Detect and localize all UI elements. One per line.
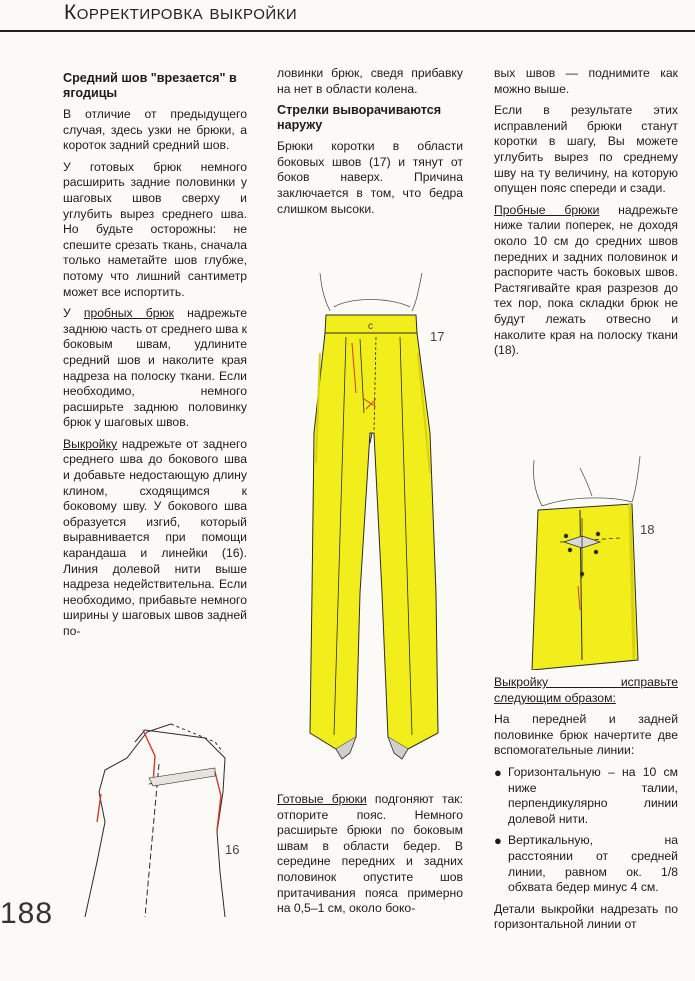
term-trial-trousers: пробных брюк (83, 306, 175, 321)
figure-18-hips (520, 450, 670, 670)
term-pattern: Выкройку (63, 436, 118, 451)
column-left (63, 71, 247, 640)
paragraph: Детали выкройки надрезать по горизонтальной линии от (494, 901, 678, 932)
list-item-text: Горизонтальную – на 10 см ниже талии, перпендикулярно линии долевой нити. (508, 764, 678, 826)
figure-16-label: 16 (225, 842, 240, 857)
paragraph: На передней и задней половинке брюк начертите две вспомогательные линии: (494, 712, 678, 758)
bullet-icon: ● (494, 833, 502, 849)
list-item (494, 765, 678, 827)
column-middle-bottom (277, 792, 463, 923)
text-run: надрежьте ниже талии поперек, не доходя около 10 см до средних швов передних и задних половинок и распорите часть боковых швов. Растягивайте края разрезов до тех пор, пока складки брюк не будут лежать отвесно и наколите края на полоску ткани (18). (494, 202, 678, 358)
section-heading-crotch: Средний шов "врезается" в ягодицы (63, 71, 237, 100)
paragraph (494, 203, 678, 359)
term-trial-trousers: Пробные брюки (494, 202, 600, 217)
text-run: надрежьте от заднего среднего шва до бокового шва и добавьте недостающую длину клином, сходящимся к боковому шву. У бокового шва образуется изгиб, который выравнивается при помощи карандаша и линейки (16). Линия долевой нити выше надреза недействительна. Если необходимо, прибавьте немного ширины у шаговых швов задней по- (63, 436, 247, 638)
figure-18-label: 18 (640, 522, 655, 537)
paragraph: вых швов — поднимите как можно выше. (494, 66, 678, 96)
paragraph: Брюки коротки в области боковых швов (17) и тянут от боков наверх. Причина заключается в том, что бедра слишком высоки. (277, 139, 463, 216)
figure-17-label: 17 (430, 329, 445, 344)
list-item-text: Вертикальную, на расстоянии от средней линии, равном ок. 1/8 обхвата бедер минус 4 см. (508, 833, 678, 895)
text-run: У (63, 306, 84, 321)
bullet-icon: ● (494, 764, 502, 780)
paragraph (63, 437, 247, 640)
paragraph (277, 792, 463, 917)
term-finished-trousers: Готовые брюки (277, 792, 367, 806)
section-heading-creases: Стрелки выворачиваются наружу (277, 103, 442, 133)
page-number: 188 (0, 897, 54, 930)
page-title: Корректировка выкройки (64, 1, 298, 24)
figure-16-pattern (75, 712, 255, 917)
paragraph: В отличие от предыдущего случая, здесь узки не брюки, а короток задний средний шов. (63, 107, 247, 153)
text-run: подгоняют так: отпорите пояс. Немного расширьте брюки по боковым швам в области бедер. В середине передних и задних половинок опустите шов притачивания пояса примерно на 0,5–1 см, около боко- (277, 792, 463, 916)
column-right (494, 66, 678, 365)
column-right-bottom (494, 675, 678, 939)
paragraph: У готовых брюк немного расширить задние половинки у шаговых швов сверху и углубить вырез среднего шва. Но будьте осторожны: не спешите срезать ткань, сначала только наметайте шов глубже, потому что лишний сантиметр может все испортить. (63, 159, 247, 299)
paragraph (494, 675, 678, 706)
term-pattern-fix: Выкройку исправьте следующим образом: (494, 675, 678, 705)
figure-17-trousers (290, 263, 460, 768)
text-run: надрежьте заднюю часть от среднего шва к боковым швам, удлините средний шов и наколите края надреза на полоску ткани. Если необходимо, немного расширьте заднюю половинку брюк у шаговых швов. (63, 306, 247, 430)
page-header (0, 0, 695, 32)
figure-17-marker: c (368, 321, 373, 332)
column-middle (277, 66, 463, 223)
paragraph: ловинки брюк, сведя прибавку на нет в области колена. (277, 66, 463, 96)
list-item (494, 833, 678, 895)
paragraph (63, 306, 247, 431)
paragraph: Если в результате этих исправлений брюки станут коротки в шагу, Вы можете углубить вырез по среднему шву на ту величину, на которую опущен пояс спереди и сзади. (494, 103, 678, 196)
